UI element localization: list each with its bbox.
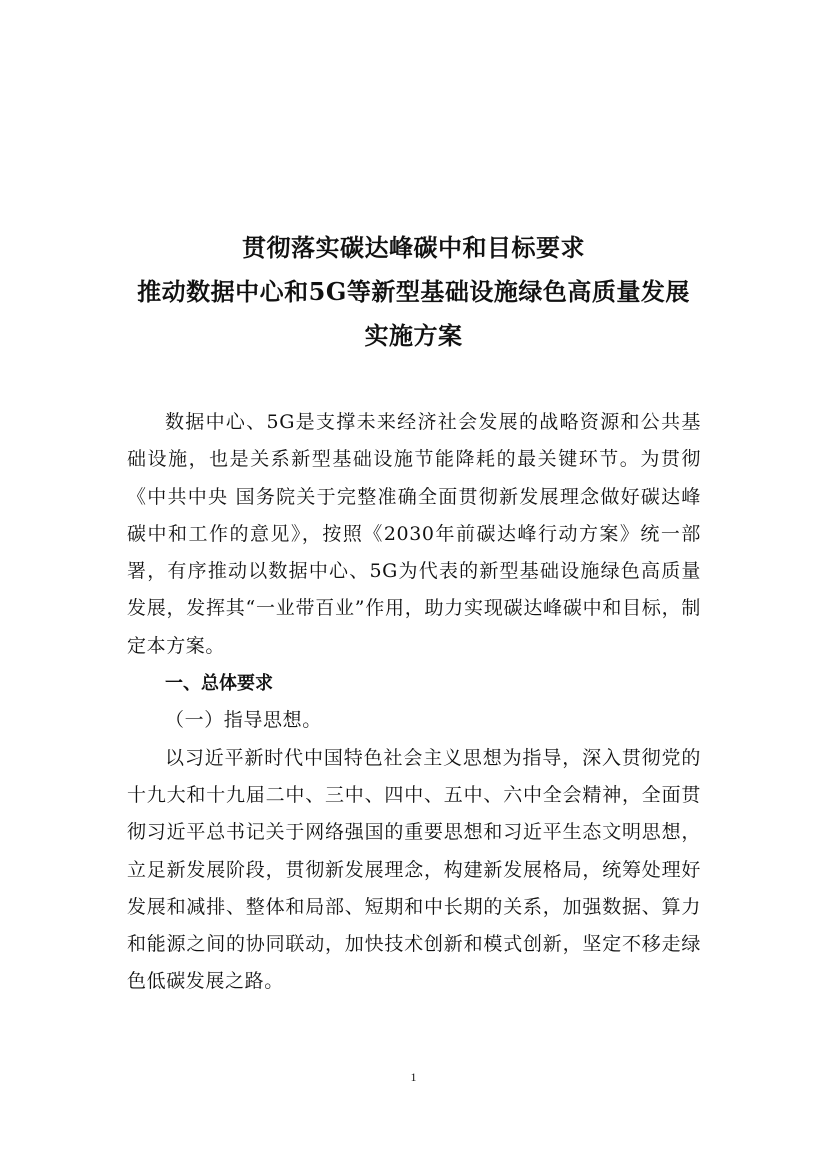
guiding-ideology-paragraph: 以习近平新时代中国特色社会主义思想为指导，深入贯彻党的十九大和十九届二中、三中、四中、五中、六中全会精神，全面贯彻习近平总书记关于网络强国的重要思想和习近平生态文明思想，立足新发展阶段，贯彻新发展理念，构建新发展格局，统筹处理好发展和减排、整体和局部、短期和中长期的关系，加强数据、算力和能源之间的协同联动，加快技术创新和模式创新，坚定不移走绿色低碳发展之路。 — [127, 746, 701, 993]
page-number: 1 — [410, 1070, 417, 1084]
title-line-3: 实施方案 — [364, 321, 463, 350]
document-title — [0, 226, 827, 358]
title-line-1: 贯彻落实碳达峰碳中和目标要求 — [242, 233, 585, 262]
subsection-heading-guiding-ideology: （一）指导思想。 — [165, 709, 322, 732]
intro-paragraph: 数据中心、5G是支撑未来经济社会发展的战略资源和公共基础设施，也是关系新型基础设施节能降耗的最关键环节。为贯彻《中共中央 国务院关于完整准确全面贯彻新发展理念做好碳达峰碳中和工作的意见》，按照《2030年前碳达峰行动方案》统一部署，有序推动以数据中心、5G为代表的新型基础设施绿色高质量发展，发挥其“一业带百业”作用，助力实现碳达峰碳中和目标，制定本方案。 — [127, 411, 701, 657]
section-heading-overall-requirements: 一、总体要求 — [165, 673, 273, 695]
document-body — [127, 404, 701, 1001]
title-line-2: 推动数据中心和5G等新型基础设施绿色高质量发展 — [137, 277, 690, 306]
